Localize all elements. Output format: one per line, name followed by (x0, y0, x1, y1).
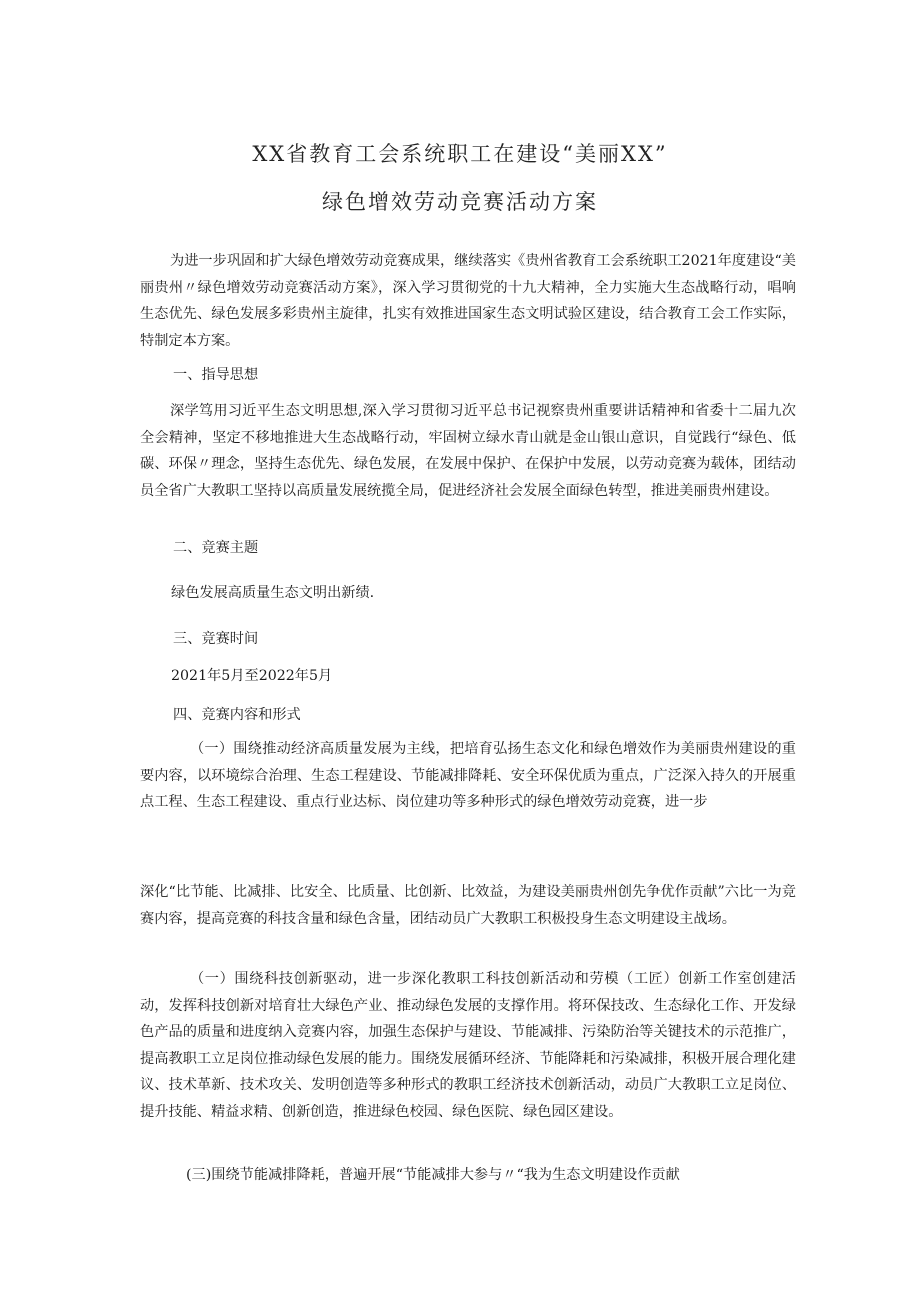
section-heading-guiding-ideology: 一、指导思想 (173, 367, 259, 383)
intro-paragraph: 为进一步巩固和扩大绿色增效劳动竞赛成果，继续落实《贵州省教育工会系统职工2021年度建设“美丽贵州〃绿色增效劳动竞赛活动方案》，深入学习贯彻党的十九大精神，全力实施大生态战略行动，唱响生态优先、绿色发展多彩贵州主旋律，扎实有效推进国家生态文明试验区建设，结合教育工会工作实际，特制定本方案。 (140, 253, 796, 349)
content-item-1-part1: （一）围绕推动经济高质量发展为主线，把培育弘扬生态文化和绿色增效作为美丽贵州建设的重要内容，以环境综合治理、生态工程建设、节能减排降耗、安全环保优质为重点，广泛深入持久的开展重点工程、生态工程建设、重点行业达标、岗位建功等多种形式的绿色增效劳动竞赛，进一步 (140, 741, 796, 810)
section-heading-content-form: 四、竞赛内容和形式 (173, 707, 301, 723)
section-heading-time: 三、竞赛时间 (173, 631, 259, 647)
content-item-2: （一）围绕科技创新驱动，进一步深化教职工科技创新活动和劳模（工匠）创新工作室创建活动，发挥科技创新对培育壮大绿色产业、推动绿色发展的支撑作用。将环保技改、生态绿化工作、开发绿色产品的质量和进度纳入竞赛内容，加强生态保护与建设、节能减排、污染防治等关键技术的示范推广，提高教职工立足岗位推动绿色发展的能力。围绕发展循环经济、节能降耗和污染减排，积极开展合理化建议、技术革新、技术攻关、发明创造等多种形式的教职工经济技术创新活动，动员广大教职工立足岗位、提升技能、精益求精、创新创造，推进绿色校园、绿色医院、绿色园区建设。 (140, 971, 796, 1120)
guiding-ideology-paragraph: 深学笃用习近平生态文明思想,深入学习贯彻习近平总书记视察贵州重要讲话精神和省委十二届九次全会精神，坚定不移地推进大生态战略行动，牢固树立绿水青山就是金山银山意识，自觉践行“绿色、低碳、环保〃理念，坚持生态优先、绿色发展，在发展中保护、在保护中发展，以劳动竞赛为载体，团结动员全省广大教职工坚持以高质量发展统揽全局，促进经济社会发展全面绿色转型，推进美丽贵州建设。 (140, 403, 796, 499)
document-title-line1: XX省教育工会系统职工在建设“美丽XX” (252, 142, 668, 166)
theme-text: 绿色发展高质量生态文明出新绩. (171, 585, 375, 601)
document-title-line2: 绿色增效劳动竞赛活动方案 (322, 190, 598, 214)
competition-time-text: 2021年5月至2022年5月 (171, 668, 333, 684)
section-heading-theme: 二、竞赛主题 (173, 540, 259, 556)
content-item-3: (三)围绕节能减排降耗，普遍开展“节能减排大参与〃“我为生态文明建设作贡献 (186, 1167, 680, 1183)
content-item-1-part2: 深化“比节能、比减排、比安全、比质量、比创新、比效益，为建设美丽贵州创先争优作贡献”六比一为竞赛内容，提高竞赛的科技含量和绿色含量，团结动员广大教职工积极投身生态文明建设主战场。 (140, 884, 796, 927)
